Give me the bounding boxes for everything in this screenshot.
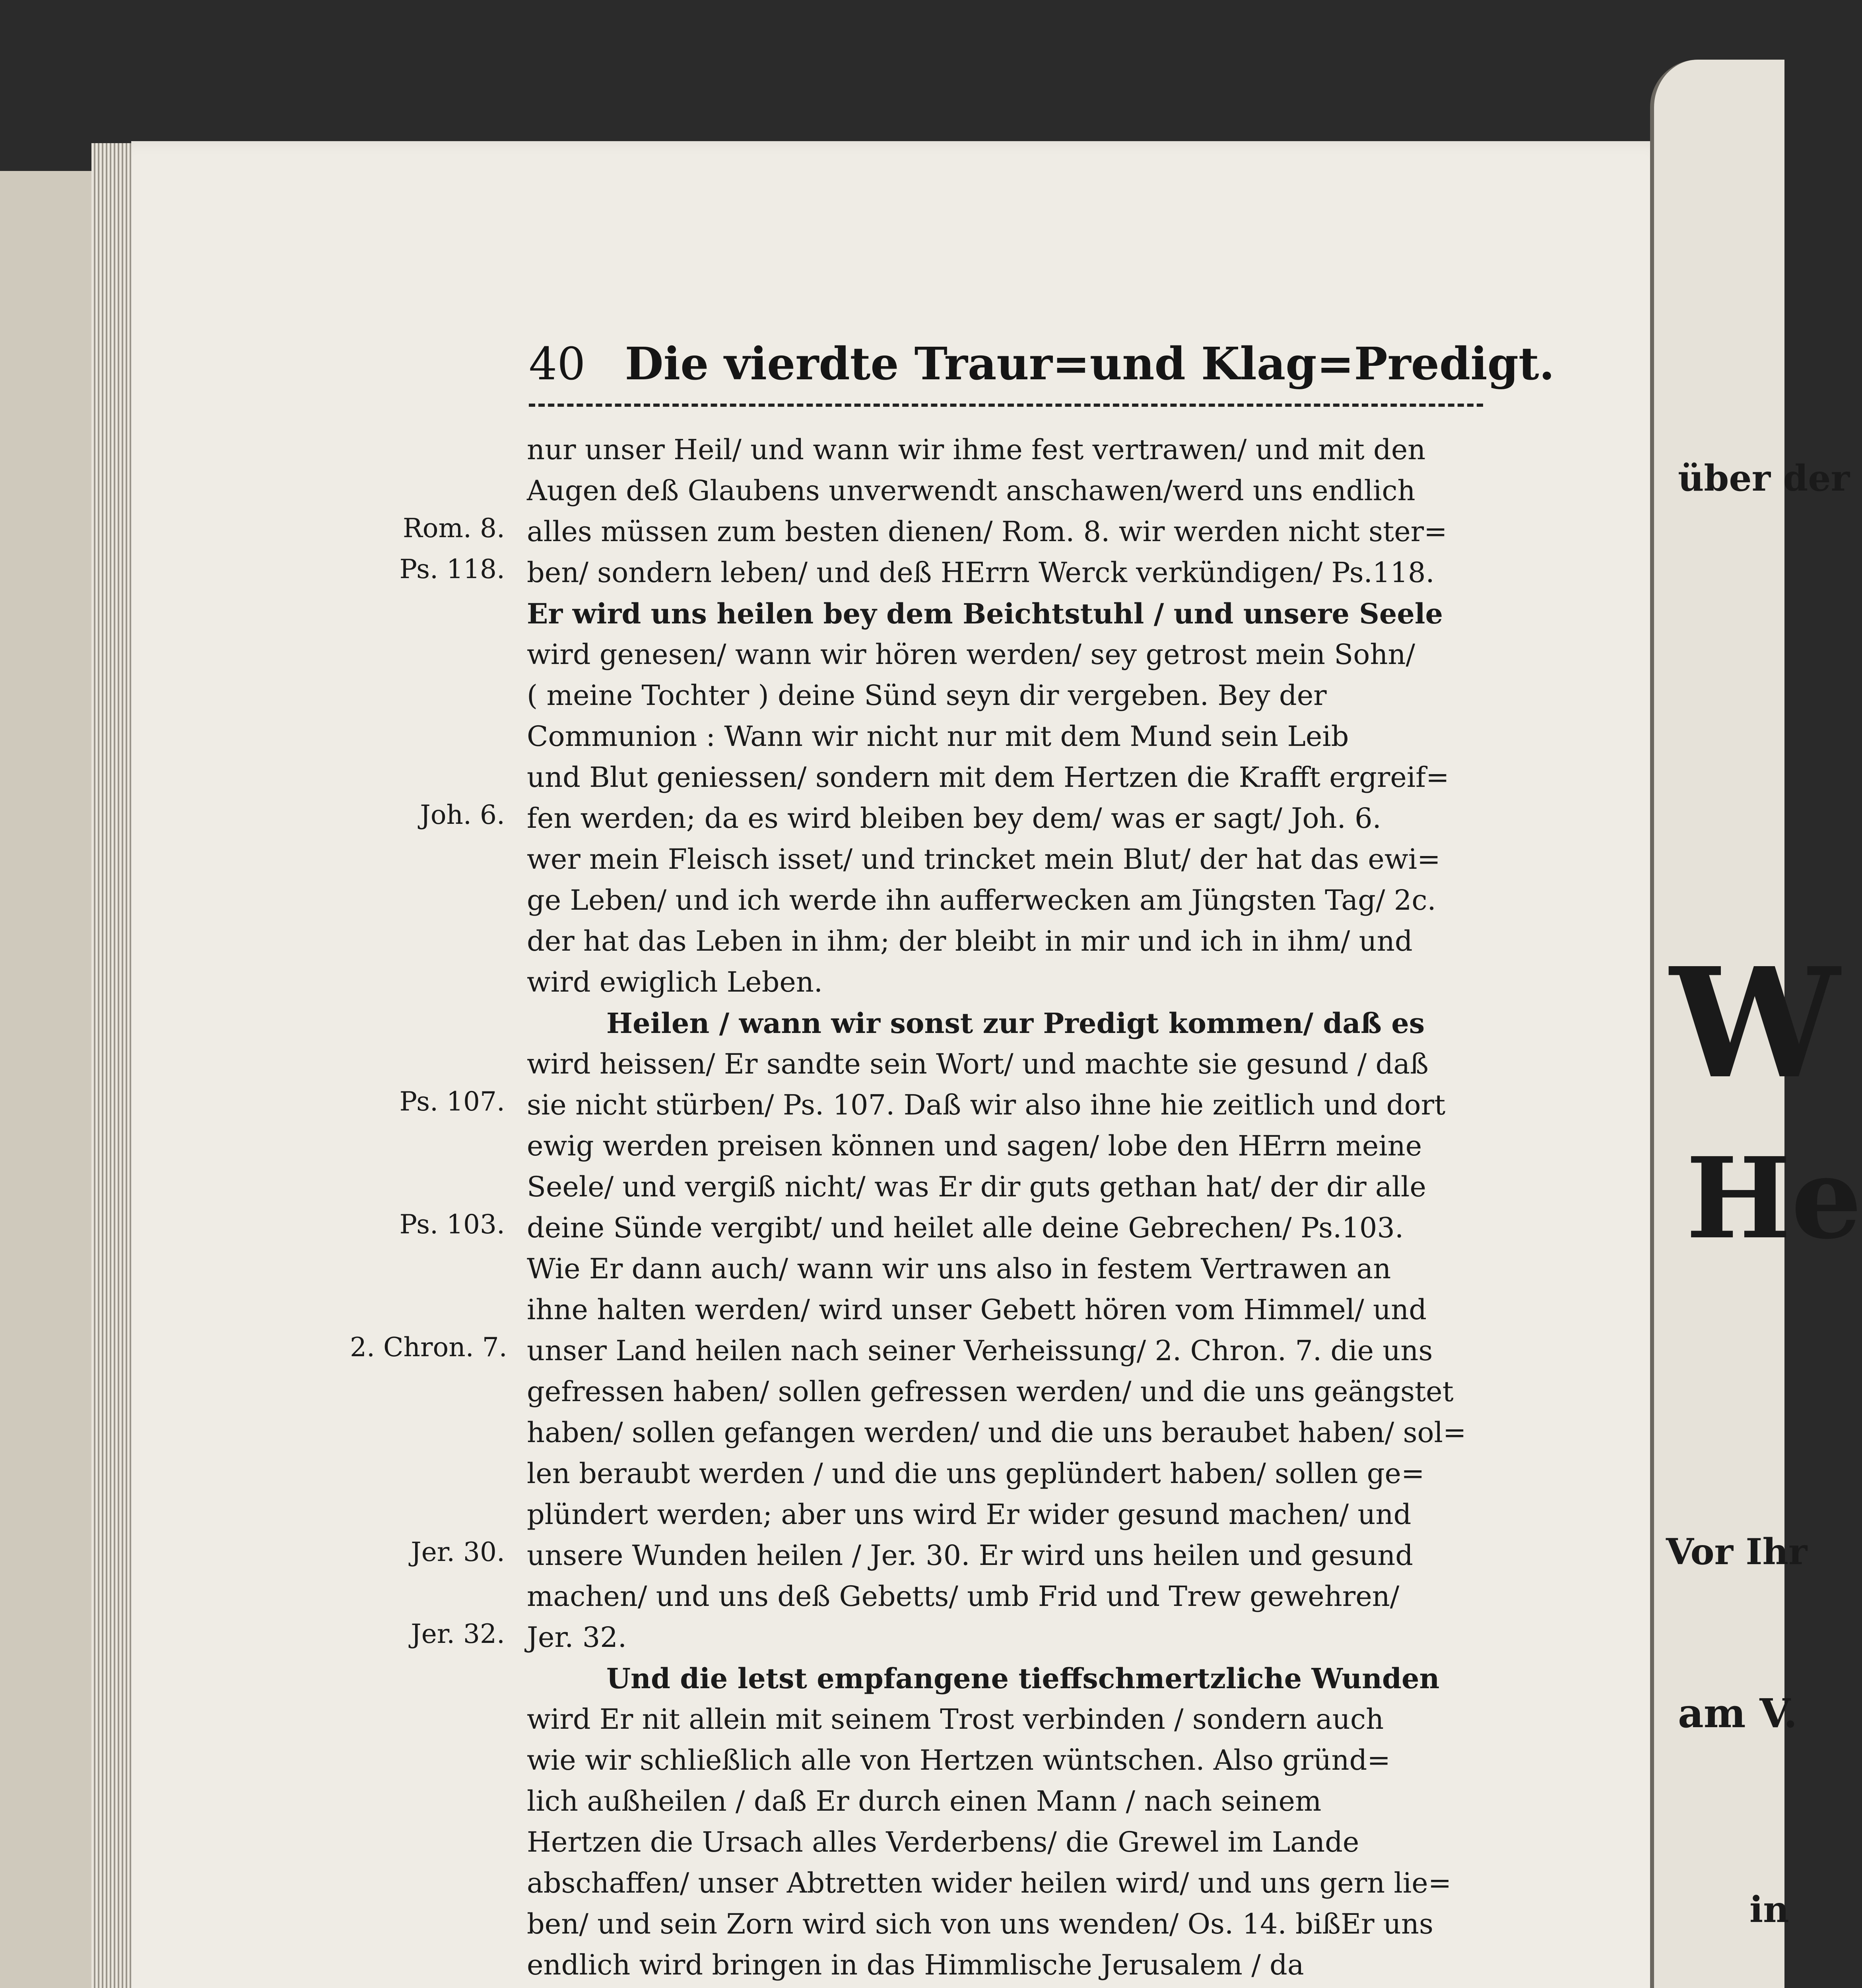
facing-page-text: He — [1686, 1133, 1862, 1264]
text-line: Und die letst empfangene tieffschmertzliche Wunden — [606, 1662, 1440, 1695]
margin-note: Ps. 118. — [399, 554, 505, 584]
text-line: ewig werden preisen können und sagen/ lobe den HErrn meine — [527, 1130, 1422, 1162]
text-line: fen werden; da es wird bleiben bey dem/ was er sagt/ Joh. 6. — [527, 802, 1381, 835]
text-line: lich außheilen / daß Er durch einen Mann / nach seinem — [527, 1785, 1322, 1817]
text-line: ihne halten werden/ wird unser Gebett hören vom Himmel/ und — [527, 1293, 1427, 1326]
text-line: Heilen / wann wir sonst zur Predigt kommen/ daß es — [606, 1007, 1425, 1040]
facing-page — [1650, 60, 1862, 1988]
text-line: endlich wird bringen in das Himmlische Jerusalem / da — [527, 1949, 1304, 1981]
text-line: Seele/ und vergiß nicht/ was Er dir guts gethan hat/ der dir alle — [527, 1171, 1426, 1203]
text-line: Communion : Wann wir nicht nur mit dem Mund sein Leib — [527, 720, 1349, 753]
text-line: machen/ und uns deß Gebetts/ umb Frid und Trew gewehren/ — [527, 1580, 1400, 1613]
facing-page-text: in — [1749, 1889, 1789, 1931]
text-line: alles müssen zum besten dienen/ Rom. 8. wir werden nicht ster= — [527, 515, 1447, 548]
text-line: Augen deß Glaubens unverwendt anschawen/werd uns endlich — [527, 474, 1415, 507]
text-line: und Blut geniessen/ sondern mit dem Hertzen die Krafft ergreif= — [527, 761, 1449, 794]
text-line: unser Land heilen nach seiner Verheissung/ 2. Chron. 7. die uns — [527, 1334, 1433, 1367]
text-line: wird genesen/ wann wir hören werden/ sey getrost mein Sohn/ — [527, 638, 1415, 671]
text-line: sie nicht stürben/ Ps. 107. Daß wir also ihne hie zeitlich und dort — [527, 1089, 1446, 1121]
margin-note: 2. Chron. 7. — [350, 1332, 507, 1363]
text-line: wie wir schließlich alle von Hertzen wüntschen. Also gründ= — [527, 1744, 1390, 1776]
text-line: ge Leben/ und ich werde ihn aufferwecken am Jüngsten Tag/ 2c. — [527, 884, 1436, 916]
page-number: 40 — [529, 338, 586, 390]
margin-note: Ps. 107. — [399, 1086, 505, 1117]
text-line: wird ewiglich Leben. — [527, 966, 823, 998]
page-title: Die vierdte Traur=und Klag=Predigt. — [625, 338, 1555, 390]
text-line: wird heissen/ Er sandte sein Wort/ und machte sie gesund / daß — [527, 1048, 1429, 1080]
text-line: wird Er nit allein mit seinem Trost verbinden / sondern auch — [527, 1703, 1384, 1736]
book-cover-left — [0, 171, 102, 1988]
facing-page-text: Vor Ihr — [1666, 1531, 1808, 1573]
facing-page-text: W — [1670, 934, 1840, 1112]
margin-note: Jer. 30. — [411, 1537, 505, 1567]
text-line: plündert werden; aber uns wird Er wider gesund machen/ und — [527, 1498, 1412, 1531]
margin-note: Rom. 8. — [403, 513, 505, 544]
text-line: abschaffen/ unser Abtretten wider heilen wird/ und uns gern lie= — [527, 1867, 1452, 1899]
margin-note: Ps. 103. — [399, 1209, 505, 1240]
text-line: ( meine Tochter ) deine Sünd seyn dir vergeben. Bey der — [527, 679, 1327, 712]
facing-page-text: über der — [1678, 457, 1850, 499]
header-rule — [529, 404, 1483, 407]
text-line: nur unser Heil/ und wann wir ihme fest vertrawen/ und mit den — [527, 433, 1426, 466]
text-line: Jer. 32. — [527, 1621, 627, 1654]
text-line: Wie Er dann auch/ wann wir uns also in festem Vertrawen an — [527, 1252, 1391, 1285]
text-line: haben/ sollen gefangen werden/ und die uns beraubet haben/ sol= — [527, 1416, 1466, 1449]
page-header — [529, 338, 1555, 390]
text-line: wer mein Fleisch isset/ und trincket mein Blut/ der hat das ewi= — [527, 843, 1441, 876]
text-line: len beraubt werden / und die uns geplündert haben/ sollen ge= — [527, 1457, 1425, 1490]
text-line: der hat das Leben in ihm; der bleibt in mir und ich in ihm/ und — [527, 925, 1413, 957]
facing-page-text: am V. — [1678, 1690, 1798, 1737]
text-line: gefressen haben/ sollen gefressen werden/ und die uns geängstet — [527, 1375, 1454, 1408]
text-line: unsere Wunden heilen / Jer. 30. Er wird uns heilen und gesund — [527, 1539, 1413, 1572]
margin-note: Jer. 32. — [411, 1619, 505, 1649]
text-line: ben/ und sein Zorn wird sich von uns wenden/ Os. 14. bißEr uns — [527, 1908, 1433, 1940]
text-line: Er wird uns heilen bey dem Beichtstuhl / und unsere Seele — [527, 597, 1443, 630]
text-line: ben/ sondern leben/ und deß HErrn Werck verkündigen/ Ps.118. — [527, 556, 1435, 589]
text-line — [527, 1986, 1485, 1988]
body-text — [527, 429, 1485, 1988]
text-line: Hertzen die Ursach alles Verderbens/ die Grewel im Lande — [527, 1826, 1359, 1858]
margin-note: Joh. 6. — [420, 800, 505, 830]
text-line: deine Sünde vergibt/ und heilet alle deine Gebrechen/ Ps.103. — [527, 1211, 1404, 1244]
